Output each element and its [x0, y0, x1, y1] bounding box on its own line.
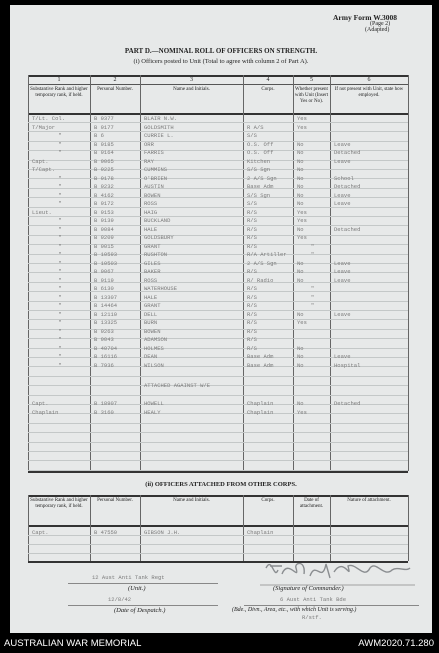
table-cell: School — [334, 174, 354, 182]
column-number: 3 — [190, 77, 193, 83]
table-cell: O.S. Off — [247, 140, 274, 148]
table-cell: WILSON — [144, 361, 164, 369]
table-cell: " — [58, 225, 62, 233]
table-cell: BUCKLAND — [144, 217, 171, 224]
table-cell: " — [58, 251, 62, 258]
table-cell: O'BRIEN — [144, 174, 168, 182]
table-cell: T/Lt. Col. — [32, 115, 66, 122]
table-cell: O.S. Off — [247, 149, 274, 156]
table-cell: No — [297, 149, 304, 156]
table-cell: Leave — [334, 353, 351, 360]
table-cell: " — [58, 183, 62, 190]
table-cell: R/S — [247, 225, 257, 233]
attached-heading: ATTACHED AGAINST W/E — [144, 382, 211, 389]
table-cell: B 9164 — [94, 149, 114, 156]
despatch-label: (Date of Despatch.) — [114, 607, 166, 614]
table-cell: " — [58, 327, 62, 335]
table-cell: B 14464 — [94, 302, 118, 309]
table-cell: " — [310, 285, 315, 292]
table-cell: " — [58, 200, 62, 207]
table-cell: " — [58, 191, 62, 199]
table-cell: S/S Sgn — [247, 166, 271, 173]
table-cell: Leave — [334, 157, 351, 165]
column-header: Name and Initials. — [173, 87, 210, 92]
table-cell: " — [58, 276, 62, 284]
table-cell: Leave — [334, 200, 351, 207]
table-cell: CUMMINS — [144, 166, 168, 173]
table-cell: Leave — [334, 310, 351, 318]
table-cell: B 9178 — [94, 174, 114, 182]
table-cell: GIBSON J.H. — [144, 529, 181, 536]
column-header: Nature of attachment. — [347, 498, 391, 503]
table-cell: B 13325 — [94, 319, 118, 326]
table-cell: R/ Radio — [247, 276, 274, 284]
table-cell: No — [297, 140, 304, 148]
table-cell: R/S — [247, 310, 257, 318]
table-cell: WATERHOUSE — [144, 285, 178, 292]
table-cell: B 9015 — [94, 242, 114, 250]
table-cell: Chaplain — [247, 400, 274, 407]
table-cell: B 9139 — [94, 217, 114, 224]
table-cell: " — [58, 242, 62, 250]
table-cell: No — [297, 310, 304, 318]
table-cell: B 9177 — [94, 123, 114, 131]
table-cell: Capt. — [32, 529, 49, 536]
table-cell: B 13307 — [94, 293, 118, 301]
form-page — [10, 5, 432, 633]
column-header: Corps. — [261, 87, 275, 92]
table-cell: " — [58, 353, 62, 360]
table-cell: Kitchen — [247, 157, 271, 165]
table-cell: B 16116 — [94, 353, 118, 360]
part-title: PART D.—NOMINAL ROLL OF OFFICERS ON STRENGTH. — [124, 47, 318, 55]
table-cell: " — [310, 293, 315, 301]
table-cell: No — [297, 191, 304, 199]
table-cell: Chaplain — [247, 529, 274, 536]
table-cell: Yes — [297, 217, 307, 224]
table-cell: BAKER — [144, 268, 161, 275]
table-cell: HAIG — [144, 208, 158, 216]
table-cell: B 9185 — [94, 140, 114, 148]
table-cell: HALE — [144, 293, 158, 301]
table-cell: " — [58, 361, 62, 369]
table-cell: Chaplain — [247, 408, 274, 416]
table-cell: DELL — [144, 310, 158, 318]
table-cell: R/A Artiller — [247, 251, 287, 258]
table-cell: B 47550 — [94, 529, 118, 536]
table-cell: No — [297, 268, 304, 275]
table-cell: Detached — [334, 225, 361, 233]
despatch-date: 12/8/42 — [108, 596, 132, 603]
table-cell: B 9084 — [94, 225, 114, 233]
table-cell: R/S — [247, 242, 257, 250]
table-cell: No — [297, 344, 304, 352]
column-number: 1 — [57, 77, 61, 83]
table-cell: HEALY — [144, 408, 161, 416]
table-cell: No — [297, 225, 304, 233]
table-cell: B 9263 — [94, 327, 114, 335]
table-cell: GOLDSBURY — [144, 234, 174, 241]
table-cell: RAY — [144, 157, 154, 165]
table-cell: GILES — [144, 259, 161, 267]
table-cell: BOWEN — [144, 327, 161, 335]
table-cell: S/S — [247, 132, 257, 139]
table-cell: R/S — [247, 217, 257, 224]
archive-name: AUSTRALIAN WAR MEMORIAL — [4, 638, 142, 649]
column-number: 4 — [266, 77, 270, 83]
table-cell: T/Capt. — [32, 166, 56, 173]
table-cell: 2 A/S Sgn — [247, 259, 277, 267]
table-cell: Leave — [334, 140, 351, 148]
table-cell: R/S — [247, 293, 257, 301]
table-cell: GOLDSMITH — [144, 123, 174, 131]
table-cell: B 9043 — [94, 336, 114, 343]
table-cell: " — [310, 302, 315, 309]
table-cell: BOWEN — [144, 191, 161, 199]
column-number: 2 — [113, 77, 117, 83]
table-cell: R/S — [247, 319, 257, 326]
formation-value-2: R/stf. — [302, 614, 322, 621]
table-cell: R A/S — [247, 123, 264, 131]
table-cell: " — [310, 251, 315, 258]
table-cell: Detached — [334, 149, 361, 156]
table-cell: " — [58, 302, 62, 309]
table-cell: S/S Sgn — [247, 191, 271, 199]
table-cell: B 4162 — [94, 191, 114, 199]
column-header: Personal Number. — [97, 87, 133, 92]
table-cell: S/S — [247, 200, 257, 207]
table-cell: HOLMES — [144, 344, 164, 352]
table-cell: R/S — [247, 234, 257, 241]
sub-title: (i) Officers posted to Unit (Total to agree with column 2 of Part A). — [133, 58, 309, 65]
adapted-note: (Adapted) — [365, 27, 390, 33]
unit-label: (Unit.) — [128, 585, 146, 592]
table-cell: No — [297, 200, 304, 207]
table-cell: Lieut. — [32, 208, 52, 216]
table-cell: Leave — [334, 268, 351, 275]
table-cell: " — [310, 242, 315, 250]
table-cell: No — [297, 400, 304, 407]
table-cell: 2 A/S Sgn — [247, 174, 277, 182]
table-cell: Detached — [334, 183, 361, 190]
table-cell: B 3160 — [94, 408, 114, 416]
table-cell: Yes — [297, 408, 307, 416]
table-cell: R/S — [247, 302, 257, 309]
table-cell: No — [297, 183, 304, 190]
table-cell: T/Major — [32, 123, 56, 131]
archive-footer — [0, 633, 439, 653]
table-cell: Capt. — [32, 157, 49, 165]
table-cell: B 6130 — [94, 285, 114, 292]
column-header: Name and Initials. — [173, 498, 210, 503]
formation-value: 6 Aust Anti Tank Bde — [280, 596, 347, 603]
column-header: Corps. — [261, 498, 275, 503]
table-cell: B 9209 — [94, 234, 114, 241]
table-cell: HALE — [144, 225, 158, 233]
table-cell: Base Adm — [247, 353, 274, 360]
table-cell: " — [58, 259, 62, 267]
page-number: (Page 2) — [370, 21, 391, 27]
table-cell: B 9067 — [94, 268, 114, 275]
column-header: Personal Number. — [97, 498, 133, 503]
table-cell: Chaplain — [32, 408, 59, 416]
table-cell: GRANT — [144, 302, 161, 309]
table-cell: " — [58, 344, 62, 352]
table-cell: B 10593 — [94, 251, 118, 258]
column-header: Substantive Rank and higher temporary rank, if held. — [30, 498, 88, 509]
table-cell: Leave — [334, 259, 351, 267]
table-cell: B 40704 — [94, 344, 118, 352]
column-header: Date of attachment. — [299, 498, 324, 509]
table-cell: R/S — [247, 336, 257, 343]
table-cell: " — [58, 140, 62, 148]
table-cell: ROSS — [144, 276, 158, 284]
table-cell: RUSHTON — [144, 251, 168, 258]
table-cell: Leave — [334, 191, 351, 199]
table-cell: " — [58, 268, 62, 275]
column-header: If not present with Unit, state how employed. — [334, 87, 404, 98]
table-cell: FARRIS — [144, 149, 164, 156]
table-cell: BURN — [144, 319, 158, 326]
table-cell: R/S — [247, 268, 257, 275]
table-cell: GRANT — [144, 242, 161, 250]
attached-section-title: (ii) OFFICERS ATTACHED FROM OTHER CORPS. — [145, 481, 297, 488]
table-cell: " — [58, 285, 62, 292]
column-number: 5 — [310, 77, 313, 83]
table-cell: Yes — [297, 234, 307, 241]
table-cell: B 9225 — [94, 166, 114, 173]
unit-value: 12 Aust Anti Tank Regt — [92, 574, 165, 581]
table-cell: Yes — [297, 115, 307, 122]
archive-reference: AWM2020.71.280 — [358, 638, 434, 649]
commander-signature — [260, 554, 415, 589]
table-cell: Yes — [297, 123, 307, 131]
table-cell: AUSTIN — [144, 183, 164, 190]
table-cell: Yes — [297, 319, 307, 326]
table-cell: ORR — [144, 140, 154, 148]
table-cell: No — [297, 276, 304, 284]
table-cell: " — [58, 132, 62, 139]
table-cell: Detached — [334, 400, 361, 407]
table-cell: " — [58, 217, 62, 224]
table-cell: " — [58, 174, 62, 182]
table-cell: No — [297, 361, 304, 369]
table-cell: BLAIR N.W. — [144, 115, 178, 122]
table-cell: " — [58, 234, 62, 241]
table-cell: No — [297, 259, 304, 267]
table-cell: R/S — [247, 344, 257, 352]
table-cell: B 9232 — [94, 183, 114, 190]
table-cell: Base Adm — [247, 183, 274, 190]
column-header: Substantive Rank and higher temporary rank, if held. — [30, 87, 88, 98]
table-cell: R/S — [247, 285, 257, 292]
table-cell: B 9172 — [94, 200, 114, 207]
table-cell: B 9153 — [94, 208, 114, 216]
signature-label: (Signature of Commander.) — [273, 585, 344, 592]
table-cell: HOWELL — [144, 400, 164, 407]
table-cell: " — [58, 149, 62, 156]
table-cell: CURRIE L. — [144, 132, 174, 139]
table-cell: Base Adm — [247, 361, 274, 369]
table-cell: No — [297, 166, 304, 173]
table-cell: ROSS — [144, 200, 158, 207]
table-cell: No — [297, 353, 304, 360]
table-cell: Hospital — [334, 361, 361, 369]
column-header: Whether present with Unit (Insert Yes or No). — [294, 87, 329, 104]
table-cell: B 6 — [94, 132, 104, 139]
table-cell: DEAN — [144, 353, 158, 360]
table-cell: Leave — [334, 276, 351, 284]
table-cell: " — [58, 310, 62, 318]
table-cell: R/S — [247, 327, 257, 335]
table-cell: " — [58, 293, 62, 301]
table-cell: Capt. — [32, 400, 49, 407]
table-cell: B 9065 — [94, 157, 114, 165]
table-cell: " — [58, 319, 62, 326]
table-cell: R/S — [247, 208, 257, 216]
table-cell: B 18907 — [94, 400, 118, 407]
table-cell: ADAMSON — [144, 336, 168, 343]
table-cell: " — [58, 336, 62, 343]
table-cell: B 10503 — [94, 259, 118, 267]
table-cell: No — [297, 174, 304, 182]
formation-label: (Bde., Divn., Area, etc., with which Unit is serving.) — [232, 607, 357, 613]
table-cell: B 7936 — [94, 361, 114, 369]
table-cell: B 9377 — [94, 115, 114, 122]
table-cell: B 12110 — [94, 310, 118, 318]
table-cell: Yes — [297, 208, 307, 216]
table-cell: B 9119 — [94, 276, 114, 284]
form-number: Army Form W.3008 — [333, 13, 397, 22]
column-number: 6 — [367, 77, 371, 83]
table-cell: No — [297, 157, 304, 165]
